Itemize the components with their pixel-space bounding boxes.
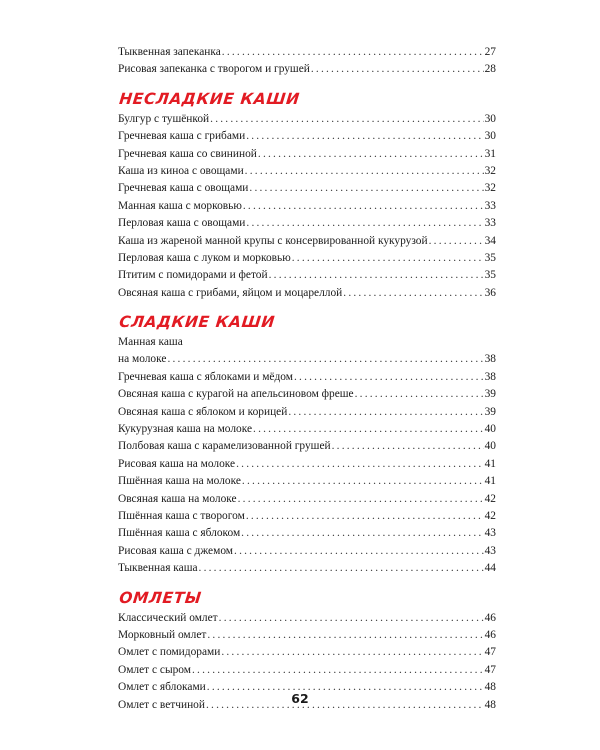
toc-entry bbox=[118, 180, 496, 197]
dot-leader bbox=[249, 180, 483, 197]
toc-entry-title: Классический омлет bbox=[118, 611, 218, 624]
toc-entry-title: Рисовая каша на молоке bbox=[118, 457, 236, 470]
toc-entry-page: 41 bbox=[484, 475, 496, 488]
toc-entry-page: 40 bbox=[484, 423, 496, 436]
toc-entry bbox=[118, 44, 496, 61]
toc-entry-title: Булгур с тушёнкой bbox=[118, 112, 210, 125]
toc-entry bbox=[118, 198, 496, 215]
toc-entry bbox=[118, 386, 496, 403]
dot-leader bbox=[332, 438, 484, 455]
toc-entry-page: 47 bbox=[484, 646, 496, 659]
dot-leader bbox=[243, 198, 484, 215]
toc-entry-title: Омлет с ветчиной bbox=[118, 698, 205, 711]
section-heading: СЛАДКИЕ КАШИ bbox=[118, 313, 276, 332]
dot-leader bbox=[236, 456, 484, 473]
toc-entry-page: 30 bbox=[484, 130, 496, 143]
toc-entry-title: Пшённая каша с творогом bbox=[118, 509, 245, 522]
toc-entry-title: Тыквенная каша bbox=[118, 562, 198, 575]
toc-entry bbox=[118, 610, 496, 627]
toc-entry-title: Гречневая каша со свининой bbox=[118, 147, 257, 160]
dot-leader bbox=[192, 662, 484, 679]
dot-leader bbox=[246, 508, 484, 525]
dot-leader bbox=[210, 111, 483, 128]
toc-entry bbox=[118, 111, 496, 128]
toc-entry-page: 30 bbox=[484, 112, 496, 125]
toc-entry bbox=[118, 163, 496, 180]
toc-entry bbox=[118, 267, 496, 284]
dot-leader bbox=[258, 146, 484, 163]
toc-entry bbox=[118, 438, 496, 455]
toc-entry bbox=[118, 285, 496, 302]
dot-leader bbox=[246, 215, 483, 232]
toc-entry-title: Рисовая запеканка с творогом и грушей bbox=[118, 63, 310, 76]
toc-entry-page: 33 bbox=[484, 217, 496, 230]
toc-entry-title: Перловая каша с луком и морковью bbox=[118, 251, 291, 264]
dot-leader bbox=[245, 163, 484, 180]
toc-entry-page: 40 bbox=[484, 440, 496, 453]
toc-entry-title: Овсяная каша на молоке bbox=[118, 492, 237, 505]
dot-leader bbox=[288, 404, 483, 421]
dot-leader bbox=[219, 610, 484, 627]
toc-entry-page: 46 bbox=[484, 611, 496, 624]
toc-entry bbox=[118, 233, 496, 250]
toc-entry-page: 41 bbox=[484, 457, 496, 470]
dot-leader bbox=[222, 44, 484, 61]
toc-entry-title: Полбовая каша с карамелизованной грушей bbox=[118, 440, 331, 453]
toc-entry bbox=[118, 560, 496, 577]
toc-entry-title: Рисовая каша с джемом bbox=[118, 544, 234, 557]
dot-leader bbox=[207, 627, 483, 644]
dot-leader bbox=[343, 285, 483, 302]
toc-entry-page: 28 bbox=[484, 63, 496, 76]
toc-entry-title: Пшённая каша на молоке bbox=[118, 475, 241, 488]
toc-entry bbox=[118, 473, 496, 490]
toc-entry-page: 42 bbox=[484, 492, 496, 505]
toc-entry-page: 35 bbox=[484, 269, 496, 282]
toc-entry-page: 39 bbox=[484, 388, 496, 401]
page-number: 62 bbox=[291, 691, 309, 706]
toc-entry-page: 39 bbox=[484, 405, 496, 418]
toc-entry-title: Птитим с помидорами и фетой bbox=[118, 269, 268, 282]
toc-entry-page: 31 bbox=[484, 147, 496, 160]
toc-intro-entries bbox=[118, 44, 496, 79]
toc-entry-page: 47 bbox=[484, 663, 496, 676]
toc-entry-page: 48 bbox=[484, 698, 496, 711]
toc-entry-title: Овсяная каша с грибами, яйцом и моцареллой bbox=[118, 286, 343, 299]
toc-entry-title: Гречневая каша с яблоками и мёдом bbox=[118, 370, 293, 383]
toc-entry bbox=[118, 543, 496, 560]
toc-entry bbox=[118, 404, 496, 421]
dot-leader bbox=[269, 267, 484, 284]
toc-entry-title: Пшённая каша с яблоком bbox=[118, 527, 241, 540]
section-heading: ОМЛЕТЫ bbox=[118, 588, 203, 607]
toc-entry bbox=[118, 250, 496, 267]
dot-leader bbox=[429, 233, 484, 250]
dot-leader bbox=[292, 250, 484, 267]
section-heading: НЕСЛАДКИЕ КАШИ bbox=[118, 89, 301, 108]
toc-entry-page: 27 bbox=[484, 46, 496, 58]
toc-entry bbox=[118, 369, 496, 386]
toc-entry bbox=[118, 61, 496, 78]
toc-entry bbox=[118, 627, 496, 644]
toc-entry-title: Омлет с яблоками bbox=[118, 681, 206, 694]
toc-section bbox=[118, 87, 496, 302]
dot-leader bbox=[199, 560, 484, 577]
toc-entry-title: Тыквенная запеканка bbox=[118, 46, 221, 58]
dot-leader bbox=[238, 491, 484, 508]
toc-entry bbox=[118, 491, 496, 508]
dot-leader bbox=[246, 128, 483, 145]
toc-entry-page: 44 bbox=[484, 562, 496, 575]
toc-sections bbox=[118, 87, 496, 714]
dot-leader bbox=[294, 369, 484, 386]
toc-entry bbox=[118, 525, 496, 542]
toc-entry-title: Овсяная каша с курагой на апельсиновом фреше bbox=[118, 388, 354, 401]
toc-entry-title: Манная каша с морковью bbox=[118, 199, 242, 212]
table-of-contents bbox=[118, 44, 496, 714]
toc-entry bbox=[118, 215, 496, 232]
toc-entry-title: Гречневая каша с грибами bbox=[118, 130, 246, 143]
toc-entry-first-line: Манная каша bbox=[118, 336, 183, 349]
toc-entry-title: Гречневая каша с овощами bbox=[118, 182, 249, 195]
toc-entry-page: 43 bbox=[484, 527, 496, 540]
toc-entry-title: Каша из жареной манной крупы с консервированной кукурузой bbox=[118, 234, 428, 247]
toc-section bbox=[118, 310, 496, 577]
toc-entry-page: 34 bbox=[484, 234, 496, 247]
dot-leader bbox=[241, 525, 483, 542]
toc-entry-title: Перловая каша с овощами bbox=[118, 217, 246, 230]
toc-entry bbox=[118, 146, 496, 163]
toc-entry-title: Кукурузная каша на молоке bbox=[118, 423, 253, 436]
toc-entry bbox=[118, 508, 496, 525]
toc-entry-page: 35 bbox=[484, 251, 496, 264]
dot-leader bbox=[167, 351, 483, 368]
dot-leader bbox=[355, 386, 484, 403]
toc-entry-page: 33 bbox=[484, 199, 496, 212]
toc-entry-page: 32 bbox=[484, 182, 496, 195]
toc-entry-page: 48 bbox=[484, 681, 496, 694]
toc-entry bbox=[118, 128, 496, 145]
toc-entry-title: на молоке bbox=[118, 353, 167, 366]
toc-entry bbox=[118, 644, 496, 661]
toc-entry-page: 38 bbox=[484, 370, 496, 383]
toc-entry-page: 38 bbox=[484, 353, 496, 366]
dot-leader bbox=[242, 473, 484, 490]
toc-entry-page: 32 bbox=[484, 164, 496, 177]
toc-entry-title: Омлет с сыром bbox=[118, 663, 191, 676]
toc-entry-page: 36 bbox=[484, 286, 496, 299]
toc-entry-title: Каша из киноа с овощами bbox=[118, 164, 244, 177]
toc-entry bbox=[118, 662, 496, 679]
toc-entry bbox=[118, 456, 496, 473]
toc-entry-page: 46 bbox=[484, 628, 496, 641]
dot-leader bbox=[221, 644, 483, 661]
toc-entry bbox=[118, 351, 496, 368]
toc-entry-title: Морковный омлет bbox=[118, 628, 207, 641]
toc-entry-page: 43 bbox=[484, 544, 496, 557]
toc-entry-title: Овсяная каша с яблоком и корицей bbox=[118, 405, 288, 418]
toc-entry-page: 42 bbox=[484, 509, 496, 522]
dot-leader bbox=[234, 543, 484, 560]
toc-entry-title: Омлет с помидорами bbox=[118, 646, 221, 659]
toc-entry bbox=[118, 421, 496, 438]
dot-leader bbox=[253, 421, 484, 438]
dot-leader bbox=[311, 61, 484, 78]
